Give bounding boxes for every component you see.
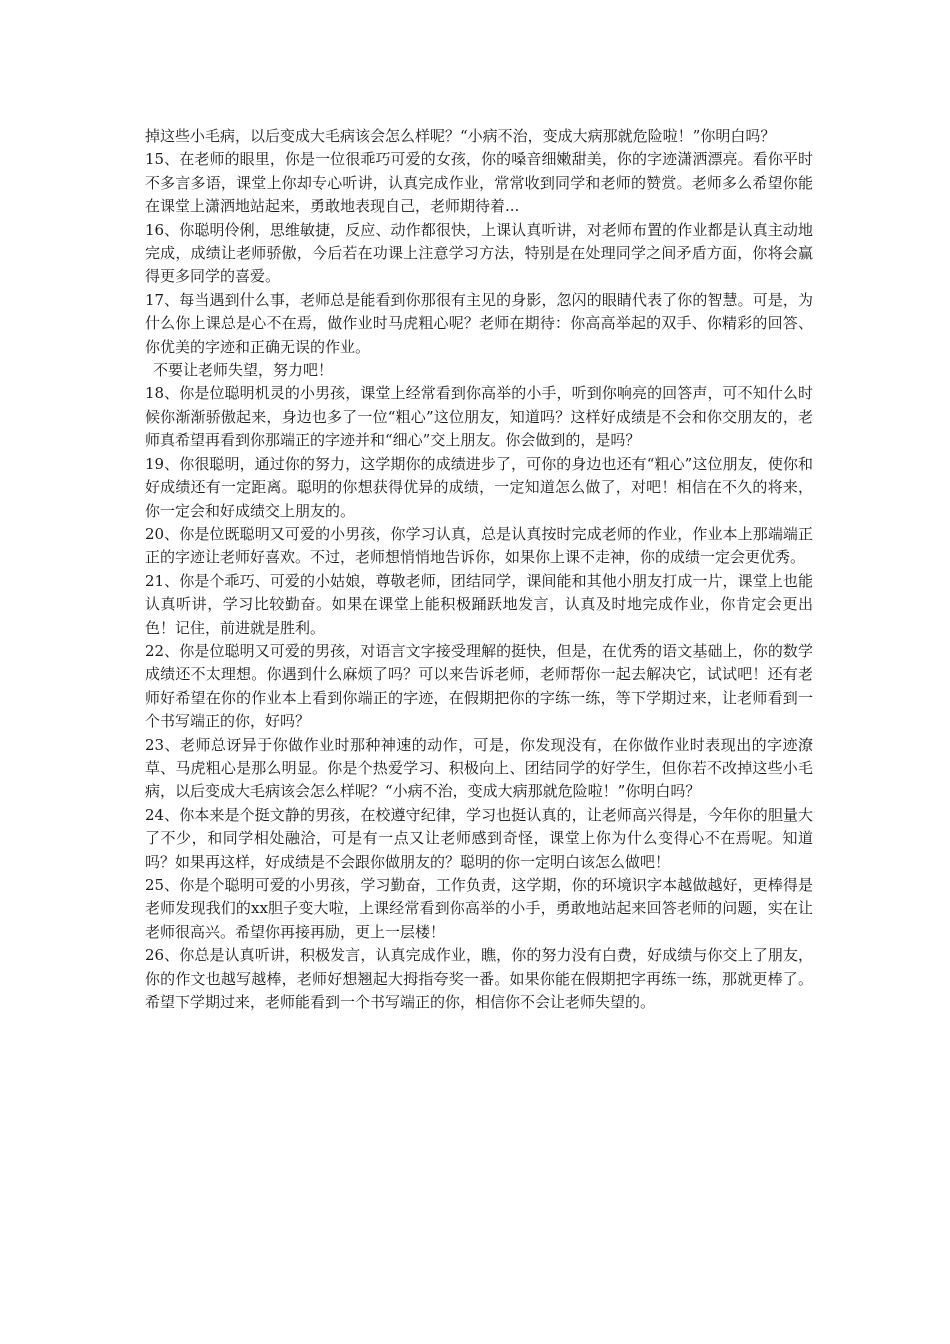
paragraph-20: 20、你是位既聪明又可爱的小男孩，你学习认真，总是认真按时完成老师的作业，作业本上那端端正正的字迹让老师好喜欢。不过，老师想悄悄地告诉你，如果你上课不走神，你的成绩一定会更优秀。: [145, 524, 813, 567]
paragraph-23: 23、老师总讶异于你做作业时那种神速的动作，可是，你发现没有，在你做作业时表现出的字迹潦草、马虎粗心是那么明显。你是个热爱学习、积极向上、团结同学的好学生，但你若不改掉这些小毛病，以后变成大毛病该会怎么样呢？“小病不治，变成大病那就危险啦！”你明白吗？: [145, 735, 813, 801]
paragraph-19: 19、你很聪明，通过你的努力，这学期你的成绩进步了，可你的身边也还有“粗心”这位朋友，使你和好成绩还有一定距离。聪明的你想获得优异的成绩，一定知道怎么做了，对吧！相信在不久的将来，你一定会和好成绩交上朋友的。: [145, 454, 813, 520]
paragraph-18: 18、你是位聪明机灵的小男孩，课堂上经常看到你高举的小手，听到你响亮的回答声，可不知什么时候你渐渐骄傲起来，身边也多了一位“粗心”这位朋友，知道吗？这样好成绩是不会和你交朋友的，老师真希望再看到你那端正的字迹并和“细心”交上朋友。你会做到的，是吗？: [145, 384, 813, 450]
document-page: [145, 125, 813, 1014]
paragraph-22: 22、你是位聪明又可爱的男孩，对语言文字接受理解的挺快，但是，在优秀的语文基础上，你的数学成绩还不太理想。你遇到什么麻烦了吗？可以来告诉老师，老师帮你一起去解决它，试试吧！还有老师好希望在你的作业本上看到你端正的字迹，在假期把你的字练一练，等下学期过来，让老师看到一个书写端正的你，好吗？: [145, 641, 813, 731]
paragraph-25: 25、你是个聪明可爱的小男孩，学习勤奋，工作负责，这学期，你的环境识字本越做越好，更棒得是老师发现我们的xx胆子变大啦，上课经常看到你高举的小手，勇敢地站起来回答老师的问题，实在让老师很高兴。希望你再接再励，更上一层楼！: [145, 876, 813, 941]
paragraph-17: 17、每当遇到什么事，老师总是能看到你那很有主见的身影，忽闪的眼睛代表了你的智慧。可是，为什么你上课总是心不在焉，做作业时马虎粗心呢？老师在期待：你高高举起的双手、你精彩的回答、你优美的字迹和正确无误的作业。: [145, 290, 813, 356]
paragraph-21: 21、你是个乖巧、可爱的小姑娘，尊敬老师，团结同学，课间能和其他小朋友打成一片，课堂上也能认真听讲，学习比较勤奋。如果在课堂上能积极踊跃地发言，认真及时地完成作业，你肯定会更出色！记住，前进就是胜利。: [145, 571, 813, 637]
paragraph-24: 24、你本来是个挺文静的男孩，在校遵守纪律，学习也挺认真的，让老师高兴得是，今年你的胆量大了不少，和同学相处融洽，可是有一点又让老师感到奇怪，课堂上你为什么变得心不在焉呢。知道吗？如果再这样，好成绩是不会跟你做朋友的？聪明的你一定明白该怎么做吧！: [145, 805, 813, 871]
paragraph-17-note: 不要让老师失望，努力吧！: [153, 361, 334, 380]
paragraph-16: 16、你聪明伶俐，思维敏捷，反应、动作都很快，上课认真听讲，对老师布置的作业都是认真主动地完成，成绩让老师骄傲，今后若在功课上注意学习方法，特别是在处理同学之间矛盾方面，你将会赢得更多同学的喜爱。: [145, 220, 813, 286]
paragraph-continuation: 掉这些小毛病，以后变成大毛病该会怎么样呢？“小病不治，变成大病那就危险啦！”你明白吗？: [145, 127, 776, 145]
paragraph-26: 26、你总是认真听讲，积极发言，认真完成作业，瞧，你的努力没有白费，好成绩与你交上了朋友，你的作文也越写越棒，老师好想翘起大拇指夸奖一番。如果你能在假期把字再练一练，那就更棒了。希望下学期过来，老师能看到一个书写端正的你，相信你不会让老师失望的。: [145, 946, 813, 1012]
paragraph-15: 15、在老师的眼里，你是一位很乖巧可爱的女孩，你的嗓音细嫩甜美，你的字迹潇洒漂亮。看你平时不多言多语，课堂上你却专心听讲，认真完成作业，常常收到同学和老师的赞赏。老师多么希望你能在课堂上潇洒地站起来，勇敢地表现自己，老师期待着...: [145, 150, 813, 216]
